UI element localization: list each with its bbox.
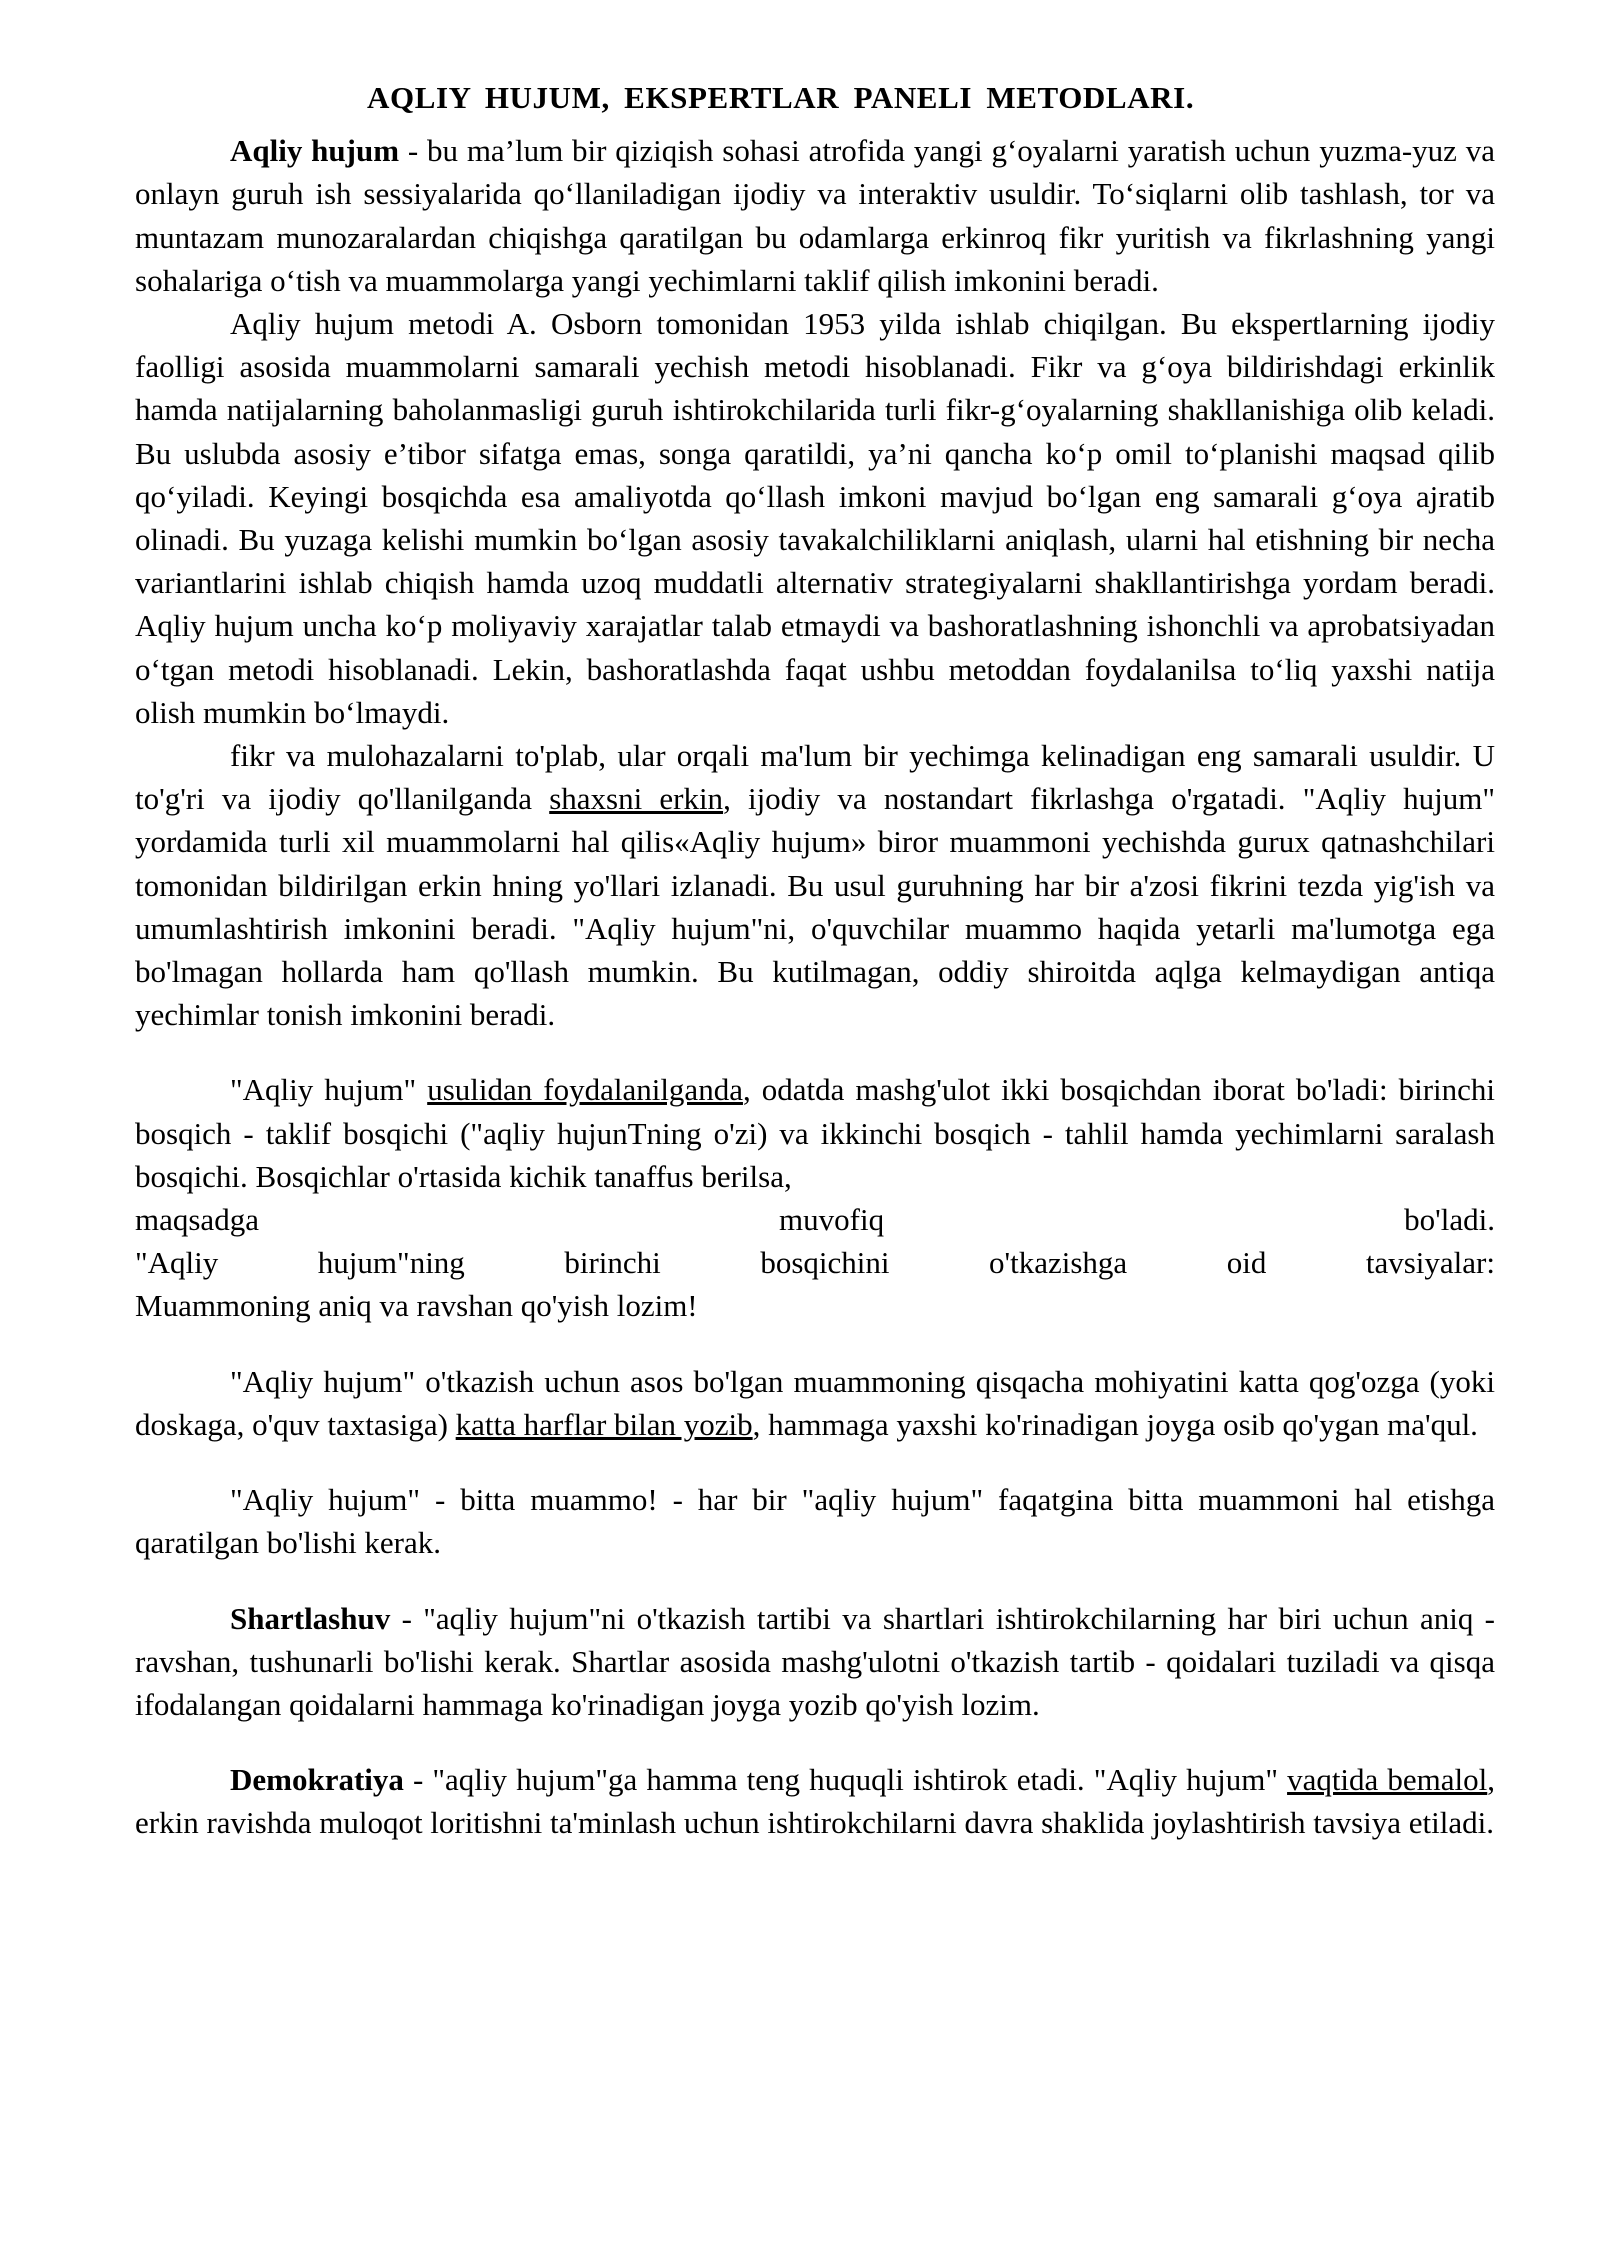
paragraph-text: - "aqliy hujum"ni o'tkazish tartibi va shartlari ishtirokchilarning har biri uchun aniq - ravshan, tushunarli bo'lishi kerak. Shartlar asosida mashg'ulotni o'tkazish tartib - qoidalari tuziladi va qisqa ifodalangan qoidalarni hammaga ko'rinadigan joyga yozib qo'yish lozim. [135, 1600, 1495, 1722]
link-shaxsni-erkin[interactable]: shaxsni erkin [549, 781, 724, 817]
paragraph-text: "Aqliy hujum" - bitta muammo! - har bir "aqliy hujum" faqatgina bitta muammoni hal etishga qaratilgan bo'lishi kerak. [135, 1482, 1495, 1561]
paragraph-one-problem [135, 1478, 1495, 1564]
link-vaqtida-bemalol[interactable]: vaqtida bemalol [1287, 1762, 1488, 1798]
paragraph-text: - bu ma’lum bir qiziqish sohasi atrofida yangi g‘oyalarni yaratish uchun yuzma-yuz va onlayn guruh ish sessiyalarida qo‘llaniladigan ijodiy va interaktiv usuldir. To‘siqlarni olib tashlash, tor va muntazam munozaralardan chiqishga qaratilgan bu odamlarga erkinroq fikr yuritish va fikrlashning yangi sohalariga o‘tish va muammolarga yangi yechimlarni taklif qilish imkonini beradi. [135, 133, 1495, 298]
paragraph-problem-statement [135, 1360, 1495, 1446]
paragraph-line: maqsadga muvofiq bo'ladi. [135, 1202, 1495, 1238]
paragraph-text: , erkin ravishda muloqot loritishni ta'minlash uchun ishtirokchilarni davra shaklida joylashtirish tavsiya etiladi. [135, 1762, 1495, 1841]
paragraph-osborn-method [135, 302, 1495, 734]
term-aqliy-hujum: Aqliy hujum [230, 133, 400, 169]
paragraph-two-stages [135, 1068, 1495, 1327]
link-usulidan-foydalanilganda[interactable]: usulidan foydalanilganda [427, 1072, 743, 1108]
paragraph-text: - "aqliy hujum"ga hamma teng huquqli ishtirok etadi. "Aqliy hujum" [403, 1762, 1288, 1798]
document-title: AQLIY HUJUM, EKSPERTLAR PANELI METODLARI. [367, 80, 1195, 115]
paragraph-text: "Aqliy hujum" [230, 1072, 428, 1108]
paragraph-text: , hammaga yaxshi ko'rinadigan joyga osib qo'ygan ma'qul. [752, 1406, 1478, 1442]
term-shartlashuv: Shartlashuv [230, 1600, 391, 1636]
paragraph-shartlashuv [135, 1597, 1495, 1727]
paragraph-text: , odatda mashg'ulot ikki bosqichdan iborat bo'ladi: birinchi bosqich - taklif bosqichi ("aqliy hujunTning o'zi) va ikkinchi bosqich - tahlil hamda yechimlarni saralash bosqichi. Bosqichlar o'rtasida kichik tanaffus berilsa, [135, 1072, 1496, 1194]
paragraph-demokratiya [135, 1758, 1495, 1844]
paragraph-text: Aqliy hujum metodi A. Osborn tomonidan 1953 yilda ishlab chiqilgan. Bu ekspertlarning ijodiy faolligi asosida muammolarni samarali yechish metodi hisoblanadi. Fikr va g‘oya bildirishdagi erkinlik hamda natijalarning baholanmasligi guruh ishtirokchilarida turli fikr-g‘oyalarning shakllanishiga olib keladi. Bu uslubda asosiy e’tibor sifatga emas, songa qaratildi, ya’ni qancha ko‘p omil to‘planishi maqsad qilib qo‘yiladi. Keyingi bosqichda esa amaliyotda qo‘llash imkoni mavjud bo‘lgan eng samarali g‘oya ajratib olinadi. Bu yuzaga kelishi mumkin bo‘lgan asosiy tavakalchiliklarni aniqlash, ularni hal etishning bir necha variantlarini ishlab chiqish hamda uzoq muddatli alternativ strategiyalarni shakllantirishga yordam beradi. Aqliy hujum uncha ko‘p moliyaviy xarajatlar talab etmaydi va bashoratlashning ishonchli va aprobatsiyadan o‘tgan metodi hisoblanadi. Lekin, bashoratlashda faqat ushbu metoddan foydalanilsa to‘liq yaxshi natija olish mumkin bo‘lmaydi. [135, 306, 1495, 730]
paragraph-ideas-collection [135, 734, 1495, 1036]
term-demokratiya: Demokratiya [230, 1762, 404, 1798]
paragraph-text: , ijodiy va nostandart fikrlashga o'rgatadi. "Aqliy hujum" yordamida turli xil muammolarni hal qilis«Aqliy hujum» biror muammoni yechishda gurux qatnashchilari tomonidan bildirilgan erkin hning yo'llari izlanadi. Bu usul guruhning har bir a'zosi fikrini tezda yig'ish va umumlashtirish imkonini beradi. "Aqliy hujum"ni, o'quvchilar muammo haqida yetarli ma'lumotga ega bo'lmagan hollarda ham qo'llash mumkin. Bu kutilmagan, oddiy shiroitda aqlga kelmaydigan antiqa yechimlar tonish imkonini beradi. [135, 781, 1495, 1033]
paragraph-line: Muammoning aniq va ravshan qo'yish lozim! [135, 1288, 698, 1324]
paragraph-text: "Aqliy hujum" o'tkazish uchun asos bo'lgan muammoning qisqacha mohiyatini katta qog'ozga (yoki doskaga, o'quv taxtasiga) [135, 1363, 1495, 1442]
paragraph-aqliy-hujum-definition [135, 129, 1495, 302]
paragraph-text: fikr va mulohazalarni to'plab, ular orqali ma'lum bir yechimga kelinadigan eng samarali usuldir. U to'g'ri va ijodiy qo'llanilganda [135, 738, 1495, 817]
link-katta-harflar[interactable]: katta harflar bilan yozib [455, 1406, 753, 1442]
paragraph-line: "Aqliy hujum"ning birinchi bosqichini o'tkazishga oid tavsiyalar: [135, 1245, 1495, 1281]
